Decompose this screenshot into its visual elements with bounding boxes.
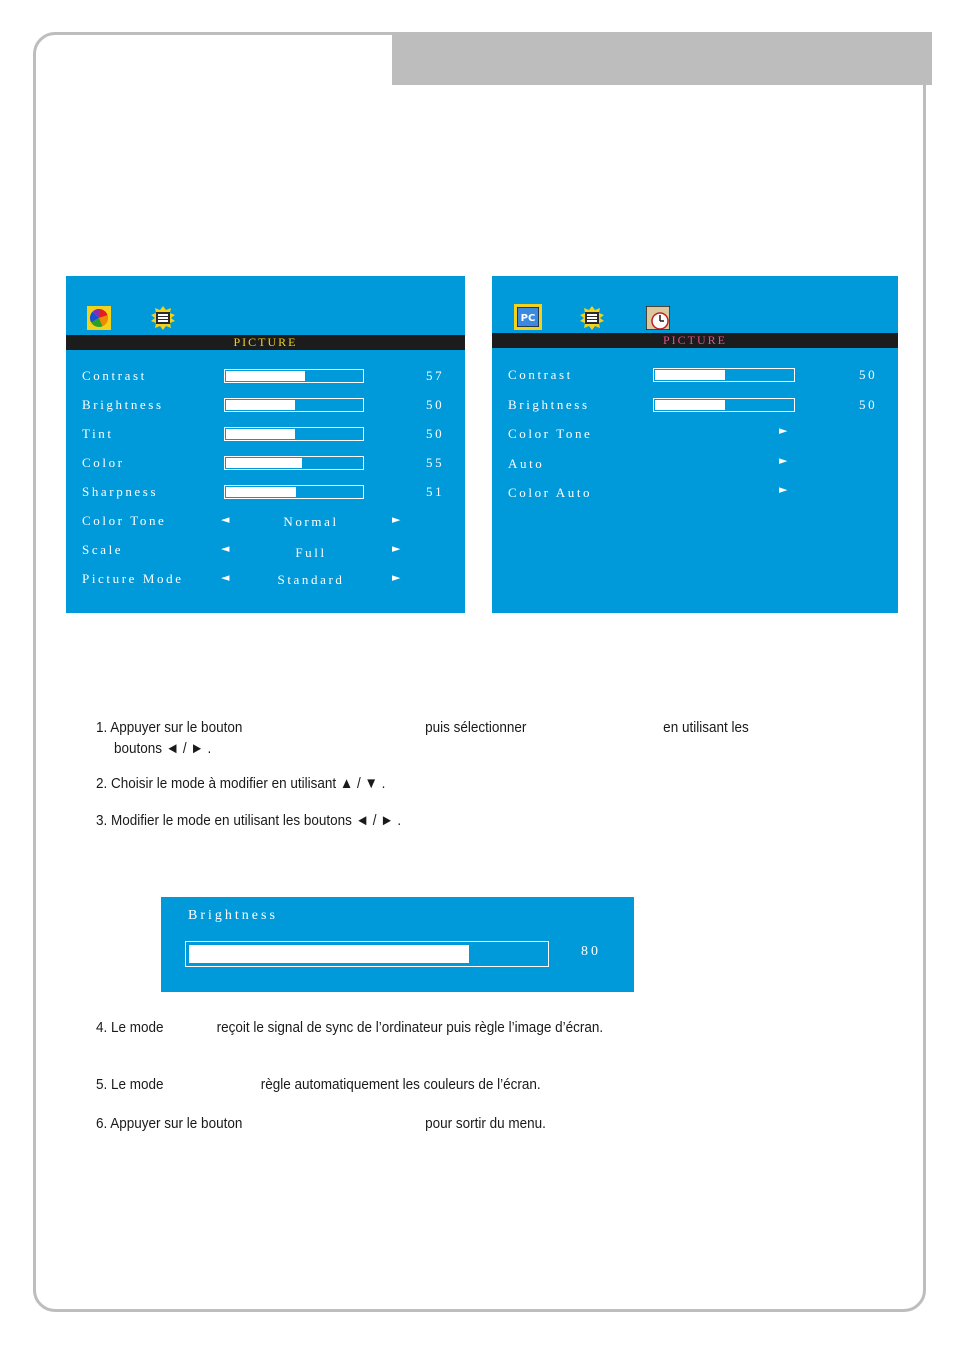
color-wheel-icon[interactable] — [87, 306, 111, 330]
option-value: Full — [295, 545, 327, 560]
setup-icon[interactable] — [580, 306, 604, 330]
slider-label: Sharpness — [82, 484, 159, 499]
slider-value: 51 — [426, 484, 445, 499]
arrow-right-icon[interactable]: ► — [779, 483, 791, 496]
submenu-label: Color Tone — [508, 426, 593, 441]
option-row-picture-mode[interactable] — [66, 571, 465, 589]
slider-value: 50 — [426, 426, 445, 441]
option-label: Picture Mode — [82, 571, 184, 586]
brightness-value: 80 — [581, 944, 601, 959]
option-row-scale[interactable] — [66, 542, 465, 560]
slider-label: Color — [82, 455, 125, 470]
pc-icon[interactable] — [514, 304, 542, 330]
arrow-left-icon[interactable]: ◄ — [221, 513, 233, 526]
arrow-right-icon[interactable]: ► — [779, 424, 791, 437]
instruction-step-2: 2. Choisir le mode à modifier en utilisant ▲ / ▼ . — [96, 775, 386, 792]
brightness-label: Brightness — [188, 908, 278, 923]
slider-row-brightness[interactable] — [492, 397, 898, 415]
slider-row-tint[interactable] — [66, 426, 465, 444]
slider-row-color[interactable] — [66, 455, 465, 473]
svg-text:PC: PC — [520, 313, 536, 324]
setup-icon[interactable] — [151, 306, 175, 330]
slider-bar[interactable] — [224, 398, 364, 412]
option-value: Normal — [283, 514, 339, 529]
step1-text-a: 1. Appuyer sur le bouton — [96, 719, 243, 736]
submenu-label: Color Auto — [508, 485, 593, 500]
instruction-step-1 — [96, 719, 749, 736]
step6-text-a: 6. Appuyer sur le bouton — [96, 1115, 243, 1132]
step6-text-b: pour sortir du menu. — [425, 1115, 546, 1132]
option-value: Standard — [277, 572, 345, 587]
instruction-step-4 — [96, 1019, 603, 1036]
slider-value: 50 — [859, 397, 878, 412]
arrow-right-icon[interactable]: ► — [779, 454, 791, 467]
slider-value: 55 — [426, 455, 445, 470]
slider-row-contrast[interactable] — [66, 368, 465, 386]
arrow-right-icon[interactable]: ► — [392, 513, 404, 526]
step1-text-b: puis sélectionner — [425, 719, 527, 736]
slider-bar[interactable] — [653, 368, 795, 382]
slider-row-contrast[interactable] — [492, 367, 898, 385]
arrow-right-icon[interactable]: ► — [392, 542, 404, 555]
slider-label: Tint — [82, 426, 114, 441]
instruction-step-3: 3. Modifier le mode en utilisant les boutons ◄ / ► . — [96, 812, 402, 829]
arrow-left-icon[interactable]: ◄ — [221, 571, 233, 584]
slider-bar[interactable] — [224, 485, 364, 499]
instruction-step-1-cont: boutons ◄ / ► . — [114, 740, 212, 757]
instruction-step-6 — [96, 1115, 546, 1132]
arrow-right-icon[interactable]: ► — [392, 571, 404, 584]
submenu-row-color-tone[interactable] — [492, 426, 898, 444]
clock-icon[interactable] — [646, 306, 670, 330]
slider-bar[interactable] — [224, 427, 364, 441]
slider-label: Brightness — [508, 397, 590, 412]
option-row-color-tone[interactable] — [66, 513, 465, 531]
brightness-popup — [161, 897, 634, 992]
slider-value: 50 — [859, 367, 878, 382]
slider-value: 50 — [426, 397, 445, 412]
osd-icon-row — [66, 300, 465, 334]
slider-bar[interactable] — [653, 398, 795, 412]
step1-text-c: en utilisant les — [663, 719, 749, 736]
brightness-bar[interactable] — [185, 941, 549, 967]
step5-text-b: règle automatiquement les couleurs de l’écran. — [260, 1076, 541, 1093]
submenu-label: Auto — [508, 456, 545, 471]
submenu-row-auto[interactable] — [492, 456, 898, 474]
slider-bar[interactable] — [224, 369, 364, 383]
osd-title: PICTURE — [66, 335, 465, 350]
slider-value: 57 — [426, 368, 445, 383]
step5-text-a: 5. Le mode — [96, 1076, 164, 1093]
osd-pc-picture-menu — [492, 276, 898, 613]
header-bar — [392, 32, 932, 85]
slider-label: Brightness — [82, 397, 164, 412]
slider-bar[interactable] — [224, 456, 364, 470]
slider-row-sharpness[interactable] — [66, 484, 465, 502]
slider-label: Contrast — [508, 367, 573, 382]
slider-row-brightness[interactable] — [66, 397, 465, 415]
instruction-step-5 — [96, 1076, 541, 1093]
step4-text-a: 4. Le mode — [96, 1019, 164, 1036]
osd-picture-menu — [66, 276, 465, 613]
arrow-left-icon[interactable]: ◄ — [221, 542, 233, 555]
osd-icon-row — [492, 300, 898, 334]
option-label: Scale — [82, 542, 124, 557]
osd-title: PICTURE — [492, 333, 898, 348]
step4-text-b: reçoit le signal de sync de l’ordinateur puis règle l’image d’écran. — [216, 1019, 604, 1036]
submenu-row-color-auto[interactable] — [492, 485, 898, 503]
slider-label: Contrast — [82, 368, 147, 383]
option-label: Color Tone — [82, 513, 167, 528]
